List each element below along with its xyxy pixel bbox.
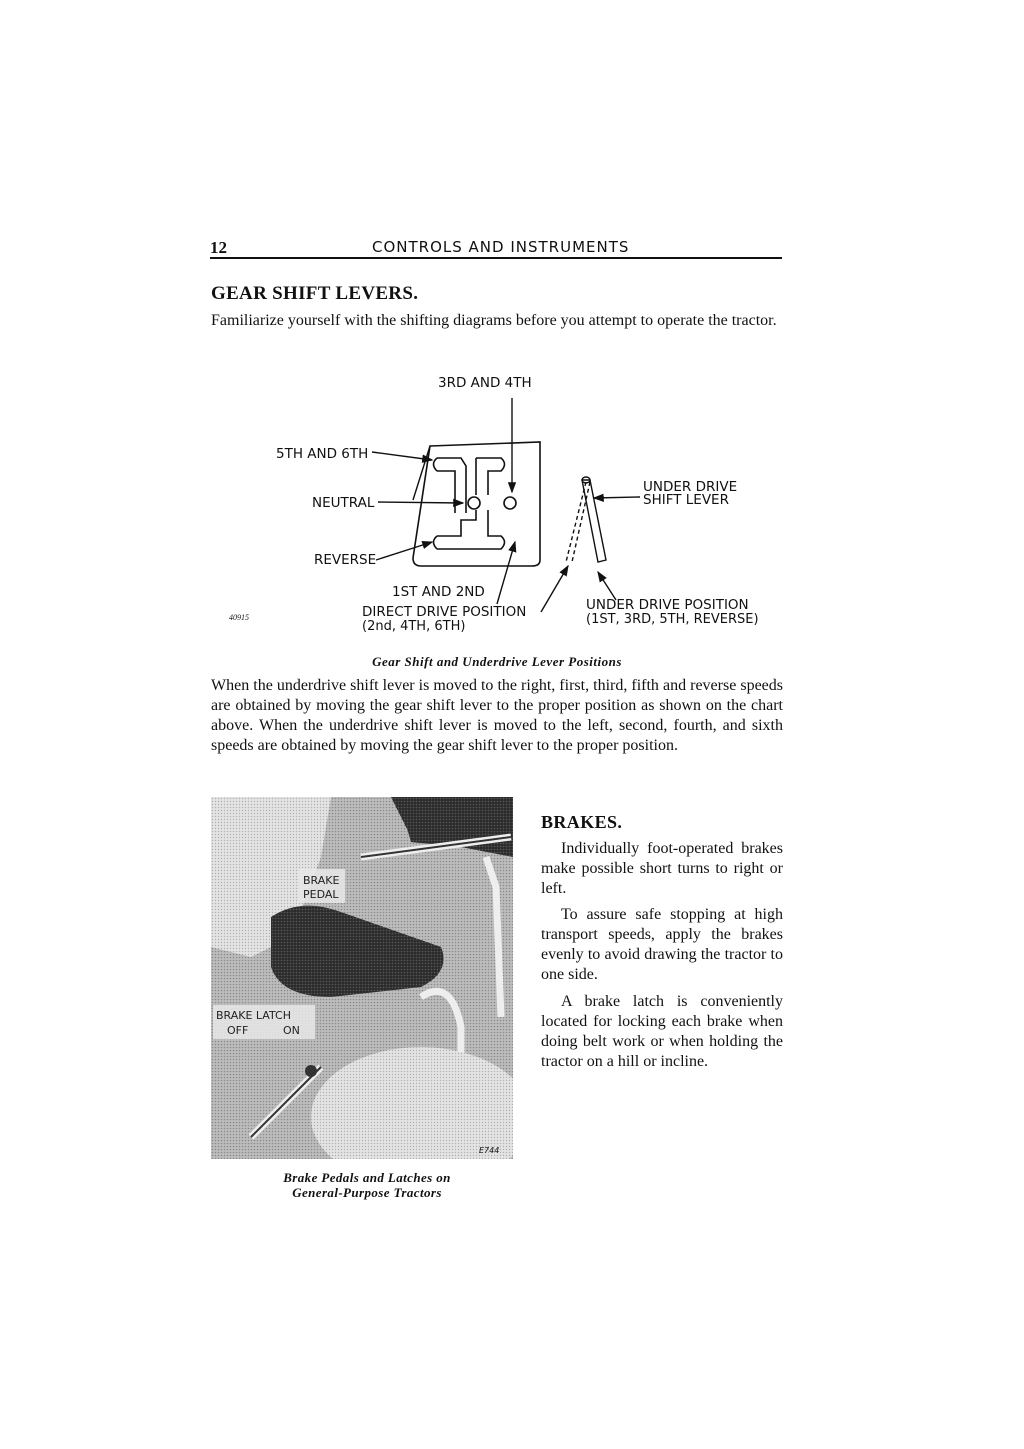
photo-caption — [211, 1170, 523, 1200]
photo-caption-line-1: Brake Pedals and Latches on — [283, 1170, 451, 1185]
photo-label-brake: BRAKE — [303, 874, 340, 887]
photo-label-on: ON — [283, 1024, 300, 1037]
diagram-caption: Gear Shift and Underdrive Lever Positions — [372, 654, 622, 669]
label-5th-6th: 5TH AND 6TH — [276, 446, 369, 462]
section-title: GEAR SHIFT LEVERS. — [211, 283, 419, 304]
photo-label-off: OFF — [227, 1024, 249, 1037]
photo-label-brake-latch: BRAKE LATCH — [216, 1009, 292, 1022]
brakes-paragraph-2: To assure safe stopping at high transport speeds, apply the brakes evenly to avoid drawing the tractor to one side. — [541, 906, 783, 983]
label-neutral: NEUTRAL — [312, 495, 375, 511]
brakes-title: BRAKES. — [541, 812, 623, 832]
label-under-drive-position: UNDER DRIVE POSITION — [586, 597, 749, 613]
intro-paragraph: Familiarize yourself with the shifting diagrams before you attempt to operate the tractor. — [211, 312, 777, 329]
photo-label-pedal: PEDAL — [303, 888, 339, 901]
label-3rd-4th: 3RD AND 4TH — [438, 375, 532, 391]
label-reverse: REVERSE — [314, 552, 377, 568]
figure-number: 40915 — [229, 613, 249, 622]
gear-shift-diagram — [0, 0, 1024, 700]
label-direct-drive: DIRECT DRIVE POSITION — [362, 604, 527, 620]
photo-code: E744 — [479, 1146, 500, 1155]
label-under-drive: UNDER DRIVE — [643, 479, 738, 495]
page-number: 12 — [210, 238, 227, 257]
brakes-paragraph-3: A brake latch is conveniently located for locking each brake when doing belt work or when holding the tractor on a hill or incline. — [541, 993, 783, 1070]
label-under-drive-gears: (1ST, 3RD, 5TH, REVERSE) — [586, 612, 759, 627]
body-paragraph: When the underdrive shift lever is moved to the right, first, third, fifth and reverse speeds are obtained by moving the gear shift lever to the proper position as shown on the chart above. When the underdrive shift lever is moved to the left, second, fourth, and sixth speeds are obtained by moving the gear shift lever to the proper position. — [211, 677, 783, 754]
label-1st-2nd: 1ST AND 2ND — [392, 584, 485, 600]
running-head: CONTROLS AND INSTRUMENTS — [372, 238, 630, 256]
brake-pedals-photo — [211, 797, 513, 1159]
brakes-paragraph-1: Individually foot-operated brakes make possible short turns to right or left. — [541, 840, 783, 897]
label-shift-lever: SHIFT LEVER — [643, 492, 729, 508]
label-direct-drive-gears: (2nd, 4TH, 6TH) — [362, 619, 466, 634]
shift-pattern — [434, 458, 517, 549]
under-drive-lever — [566, 477, 606, 562]
photo-caption-line-2: General-Purpose Tractors — [292, 1185, 442, 1200]
